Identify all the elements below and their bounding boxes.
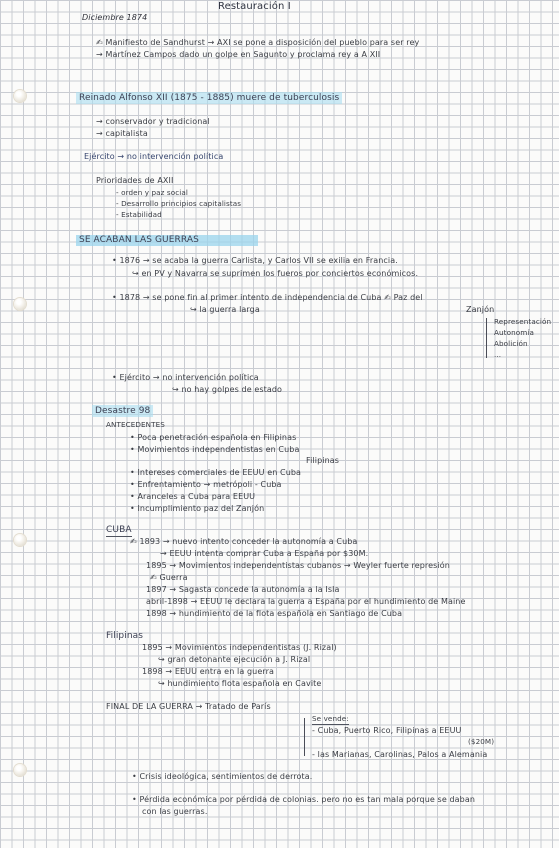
- desastre-item: • Incumplimiento paz del Zanjón: [130, 504, 265, 513]
- section-title-filipinas: Filipinas: [106, 631, 144, 641]
- section-title-text: Desastre 98: [92, 405, 153, 417]
- guerras-line: • 1878 → se pone fin al primer intento de independencia de Cuba ✍ Paz del: [112, 293, 423, 302]
- cuba-line: ✍ 1893 → nuevo intento conceder la autonomía a Cuba: [130, 537, 358, 546]
- zanjon-item: ...: [494, 350, 502, 359]
- prioridad-item: - Desarrollo principios capitalistas: [116, 199, 242, 208]
- cuba-line: 1895 → Movimientos independentistas cubanos → Weyler fuerte represión: [146, 561, 450, 570]
- reinado-line: → conservador y tradicional: [96, 117, 210, 126]
- section-title-cuba: [106, 526, 132, 535]
- guerras-line: • 1876 → se acaba la guerra Carlista, y Carlos VII se exilia en Francia.: [112, 256, 398, 265]
- punch-hole: [14, 298, 26, 310]
- zanjon-label: Zanjón: [466, 305, 495, 314]
- desastre-item: • Poca penetración española en Filipinas: [130, 433, 297, 442]
- filipinas-line: 1895 → Movimientos independentistas (J. Rizal): [142, 643, 337, 652]
- punch-hole: [14, 764, 26, 776]
- filipinas-line: ↪ gran detonante ejecución a J. Rizal: [158, 655, 311, 664]
- zanjon-item: Abolición: [494, 339, 528, 348]
- ejercito-line: Ejército → no intervención política: [84, 152, 224, 161]
- section-title-text: Reinado Alfonso XII (1875 - 1885) muere de tuberculosis: [76, 92, 342, 104]
- prioridades-title: Prioridades de AXII: [96, 176, 174, 185]
- guerras-line: ↪ en PV y Navarra se suprimen los fueros por conciertos económicos.: [132, 269, 419, 278]
- reinado-line: → capitalista: [96, 129, 148, 138]
- punch-hole: [14, 90, 26, 102]
- cuba-line: ✍ Guerra: [150, 573, 188, 582]
- brace-zanjon: [486, 318, 487, 358]
- desastre-item: • Movimientos independentistas en Cuba: [130, 445, 300, 454]
- intro-line: ✍ Manifiesto de Sandhurst → AXI se pone a disposición del pueblo para ser rey: [96, 38, 420, 47]
- se-vende-label: [312, 715, 349, 722]
- cuba-line: 1897 → Sagasta concede la autonomía a la Isla: [146, 585, 340, 594]
- prioridad-item: - Estabilidad: [116, 210, 162, 219]
- filipinas-line: ↪ hundimiento flota española en Cavite: [158, 679, 322, 688]
- filipinas-line: 1898 → EEUU entra en la guerra: [142, 667, 274, 676]
- brace-final: [304, 718, 305, 756]
- intro-line: → Martínez Campos dado un golpe en Sagunto y proclama rey a A XII: [96, 50, 381, 59]
- final-amount: ($20M): [468, 737, 495, 746]
- page-date: Diciembre 1874: [82, 13, 148, 22]
- se-vende-text: Se vende:: [312, 714, 349, 723]
- section-heading-text: SE ACABAN LAS GUERRAS: [76, 235, 258, 246]
- page-title: Restauración I: [218, 1, 291, 12]
- section-title-reinado: [76, 94, 342, 103]
- guerras-line: • Ejército → no intervención política: [112, 373, 259, 382]
- guerras-line: ↪ no hay golpes de estado: [172, 385, 283, 394]
- final-line: - las Marianas, Carolinas, Palos a Alemania: [312, 750, 488, 759]
- zanjon-item: Representación: [494, 317, 552, 326]
- final-line: - Cuba, Puerto Rico, Filipinas a EEUU: [312, 726, 462, 735]
- antecedentes-title: ANTECEDENTES: [106, 420, 165, 429]
- zanjon-item: Autonomía: [494, 328, 534, 337]
- section-heading-guerras: [76, 235, 262, 246]
- punch-hole: [14, 534, 26, 546]
- closing-bullet: con las guerras.: [142, 807, 208, 816]
- closing-bullet: • Pérdida económica por pérdida de colonias. pero no es tan mala porque se daban: [132, 795, 476, 804]
- cuba-line: → EEUU intenta comprar Cuba a España por $30M.: [160, 549, 369, 558]
- cuba-line: abril-1898 → EEUU le declara la guerra a España por el hundimiento de Maine: [146, 597, 466, 606]
- desastre-item: • Enfrentamiento → metrópoli - Cuba: [130, 480, 282, 489]
- section-title-text: CUBA: [106, 525, 132, 535]
- desastre-item: Filipinas: [306, 456, 340, 465]
- guerras-line: ↪ la guerra larga: [190, 305, 260, 314]
- desastre-item: • Intereses comerciales de EEUU en Cuba: [130, 468, 302, 477]
- cuba-line: 1898 → hundimiento de la flota española en Santiago de Cuba: [146, 609, 403, 618]
- prioridad-item: - orden y paz social: [116, 188, 188, 197]
- final-label: FINAL DE LA GUERRA → Tratado de París: [106, 702, 271, 711]
- section-title-desastre: [92, 407, 153, 416]
- desastre-item: • Aranceles a Cuba para EEUU: [130, 492, 256, 501]
- closing-bullet: • Crisis ideológica, sentimientos de derrota.: [132, 772, 313, 781]
